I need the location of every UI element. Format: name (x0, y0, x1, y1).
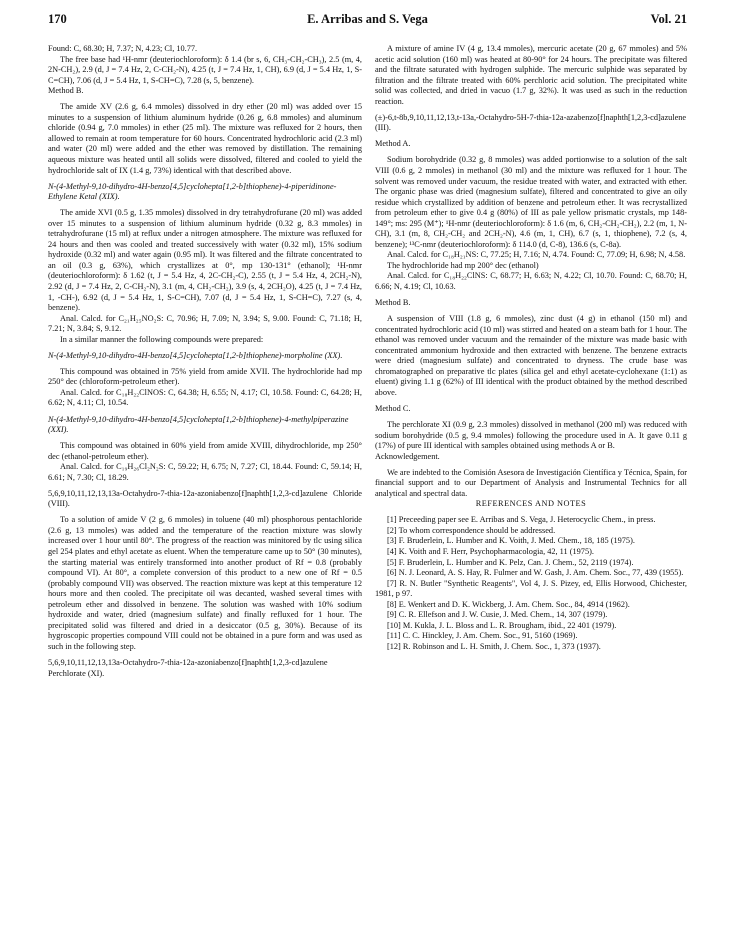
reference-item: [4] K. Voith and F. Herr, Psychopharmacologia, 42, 11 (1975). (387, 547, 594, 557)
paragraph: A suspension of VIII (1.8 g, 6 mmoles), zinc dust (4 g) in ethanol (150 ml) and concentrated hydrochloric acid (10 ml) was stirred and heated on a steam bath for 1 hour. The ethanol was removed under vacuum and the remainder of the mixture was made basic with concentrated ammonium hydroxide and then extracted with benzene. The benzene extracts were dried (magnesium sulfate) and concentrated to dryness. The crude base was chromatographed on preparative tlc plates (silica gel and ethyl acetate-cyclohexane (1:1) as eluent) giving 1.1 g (62%) of III identical with the product obtained by the method described above. (375, 314, 687, 397)
reference-item: [8] E. Wenkert and D. K. Wickberg, J. Am. Chem. Soc., 84, 4914 (1962). (387, 599, 630, 609)
reference-item: [2] To whom correspondence should be addressed. (387, 525, 556, 535)
paragraph: Anal. Calcd. for C₂₁H₂₅NO₂S: C, 70.96; H, 7.09; N, 3.94; S, 9.00. Found: C, 71.18; H, 7.21; N, 3.84; S, 9.12. (48, 313, 362, 334)
section-heading: 5,6,9,10,11,12,13,13a-Octahydro-7-thia-12a-azoniabenzo[f]naphth[1,2,3-cd]azulene Chloride (VIII). (48, 488, 362, 509)
reference-item: [6] N. J. Leonard, A. S. Hay, R. Fulmer and W. Gash, J. Am. Chem. Soc., 77, 439 (1955). (387, 568, 684, 578)
reference-item: [7] R. N. Butler "Synthetic Reagents", Vol 4, J. S. Pizey, ed, Ellis Horwood, Chichester, 1981, p 97. (375, 578, 687, 599)
paragraph: The amide XVI (0.5 g, 1.35 mmoles) dissolved in dry tetrahydrofurane (20 ml) was added over 15 minutes to a suspension of lithium aluminum hydride (0.32 g, 8.3 mmoles) in tetrahydrofurane (15 ml) at reflux under a nitrogen atmosphere. The mixture was refluxed for 24 hours and then was cooled and treated successively with water (0.32 ml), 15% sodium hydroxide (0.32 ml) and water again (0.95 ml). It was filtered and the filtrate concentrated to an oil (0.3 g, 63%), which crystallizes at 0°, mp 130-131° (ethanol); ¹H-nmr (deuteriochloroform): δ 1.62 (t, J = 5.4 Hz, 4, 2C-CH₂-C), 2.55 (t, J = 5.4 Hz, 4, 2CH₂-N), 2.92 (d, J = 7.4 Hz, 2, C-CH₂-N), 3.1 (m, 4, CH₂-CH₂), 3.9 (s, 4, 2CH₂O), 4.25 (t, J = 7.4 Hz, 1, -CH-), 6.92 (d, J = 5.4 Hz, 1, S-C=CH), 7.07 (d, J = 5.4 Hz, 1, S-CH=C), 7.27 (s, 4, benzene). (48, 208, 362, 313)
paragraph: Anal. Calcd. for C₁₉H₂₆Cl₂N₂S: C, 59.22; H, 6.75; N, 7.27; Cl, 18.44. Found: C, 59.14; H, 6.61; N, 7.30; Cl, 18.29. (48, 462, 362, 482)
reference-item: [1] Preceeding paper see E. Arribas and S. Vega, J. Heterocyclic Chem., in press. (387, 515, 656, 525)
section-heading: Method B. (375, 298, 411, 308)
section-heading: Method C. (375, 403, 411, 413)
page-header (48, 12, 687, 34)
section-heading: Method B. (48, 86, 84, 96)
paragraph: This compound was obtained in 75% yield from amide XVII. The hydrochloride had mp 250° dec (chloroform-petroleum ether). (48, 366, 362, 387)
paragraph: Found: C, 68.30; H, 7.37; N, 4.23; Cl, 10.77. (48, 44, 198, 53)
reference-item: [5] F. Bruderlein, L. Humber and K. Pelz, Can. J. Chem., 52, 2119 (1974). (387, 557, 634, 567)
reference-item: [12] R. Robinson and L. H. Smith, J. Chem. Soc., 1, 373 (1937). (387, 641, 601, 651)
section-heading: (±)-6,t-8b,9,10,11,12,13,t-13a,-Octahydro-5H-7-thia-12a-azabenzo[f]naphth[1,2,3-cd]azulene (III). (375, 112, 687, 133)
paragraph: We are indebted to the Comisión Asesora de Investigación Científica y Técnica, Spain, for financial support and to our Department of Analysis and Instrumental Technics for all analytical and spectral data. (375, 467, 687, 498)
paragraph: The perchlorate XI (0.9 g, 2.3 mmoles) dissolved in methanol (200 ml) was reduced with sodium borohydride (0.5 g, 9.4 mmoles) following the procedure used in A. It gave 0.11 g (17%) of pure III identical with samples obtained using methods A or B. (375, 420, 687, 451)
paragraph: The free base had ¹H-nmr (deuteriochloroform): δ 1.4 (br s, 6, CH₃-CH₂-CH₃), 2.5 (m, 4, 2N-CH₂), 2.9 (d, J = 7.4 Hz, 2, C-CH₂-N), 4.25 (t, J = 7.4 Hz, 1, CH), 6.9 (d, J = 5.4 Hz, 1, S-C=CH), 7.06 (d, J = 5.4 Hz, 1, S-CH=C), 7.28 (s, 5, benzene). (48, 54, 362, 85)
volume-label: Vol. 21 (650, 12, 687, 26)
reference-item: [11] C. C. Hinckley, J. Am. Chem. Soc., 91, 5160 (1969). (387, 631, 578, 641)
paragraph: The hydrochloride had mp 200° dec (ethanol) (387, 260, 539, 270)
left-column (48, 44, 362, 679)
reference-item: [3] F. Bruderlein, L. Humber and K. Voith, J. Med. Chem., 18, 185 (1975). (387, 536, 635, 546)
running-head-authors: E. Arribas and S. Vega (307, 12, 428, 26)
section-heading: N-(4-Methyl-9,10-dihydro-4H-benzo[4,5]cyclohepta[1,2-b]thiophene)-4-methylpiperazine (XXI). (48, 414, 349, 435)
section-heading: N-(4-Methyl-9,10-dihydro-4H-benzo[4,5]cyclohepta[1,2-b]thiophene)-morpholine (XX). (48, 350, 343, 360)
section-heading: 5,6,9,10,11,12,13,13a-Octahydro-7-thia-12a-azoniabenzo[f]naphth[1,2,3-cd]azulene Perchlorate (XI). (48, 657, 328, 678)
paragraph: The amide XV (2.6 g, 6.4 mmoles) dissolved in dry ether (20 ml) was added over 15 minutes to a suspension of lithium aluminum hydride (0.26 g, 6.8 mmoles) and aluminum chloride (0.94 g, 7.0 mmoles) in ether (25 ml). The mixture was refluxed for 2 hours, then allowed to remain at room temperature for 60 hours. Concentrated hydrochloric acid (2.3 ml) and water (20 ml) were added and the ether was removed by distillation. The remaining aqueous mixture was heated until all solids were dissolved, filtered and cooled to yield the hydrochloride salt of IX (1.4 g, 73%) identical with that described above. (48, 102, 362, 175)
paragraph: Anal. Calcd. for C₁₈H₂₂ClNOS: C, 64.38; H, 6.55; N, 4.17; Cl, 10.58. Found: C, 64.28; H, 6.62; N, 4.11; Cl, 10.54. (48, 387, 362, 408)
paragraph: Anal. Calcd. for C₁₈H₂₁NS: C, 77.25; H, 7.16; N, 4.74. Found: C, 77.09; H, 6.98; N, 4.58. (387, 250, 686, 260)
reference-item: [10] M. Kukla, J. L. Bloss and L. R. Brougham, ibid., 22 401 (1979). (387, 620, 617, 630)
paragraph: This compound was obtained in 60% yield from amide XVIII, dihydrochloride, mp 250° dec (ethanol-petroleum ether). (48, 441, 362, 461)
right-column (375, 44, 687, 652)
paragraph: A mixture of amine IV (4 g, 13.4 mmoles), mercuric acetate (20 g, 67 mmoles) and 5% acetic acid solution (160 ml) was heated at 80-90° for 24 hours. The precipitate was filtered and the filtrate saturated with hydrogen sulphide. The mercuric sulphide was separated by filtration and the filtrate treated with 60% perchloric acid solution. The precipitated white solid was collected, and dried in vacuo (1.7 g, 32%). It was used as such in the reduction reaction. (375, 44, 687, 106)
references-heading: REFERENCES AND NOTES (475, 499, 587, 509)
section-heading: N-(4-Methyl-9,10-dihydro-4H-benzo[4,5]cyclohepta[1,2-b]thiophene)-4-piperidinone-Ethylene Ketal (XIX). (48, 181, 337, 202)
paragraph: Anal. Calcd. for C₁₈H₂₂ClNS: C, 68.77; H, 6.63; N, 4.22; Cl, 10.70. Found: C, 68.70; H, 6.66; N, 4.19; Cl, 10.63. (375, 271, 687, 291)
paragraph: In a similar manner the following compounds were prepared: (60, 334, 264, 344)
paragraph: Sodium borohydride (0.32 g, 8 mmoles) was added portionwise to a solution of the salt VIII (0.6 g, 2 mmoles) in methanol (30 ml) and the mixture was refluxed for 1 hour. The solvent was removed under vacuum, the residue treated with water, and extracted with ether. The organic phase was dried (magnesium sulfate), filtered and concentrated to give an oily residue which crystallized by addition of benzene and petroleum ether. It was recrystallized from petroleum ether to give 0.4 g (80%) of III as pale yellow prismatic crystals, mp 148-149°; ms: 295 (M⁺); ¹H-nmr (deuteriochloroform): δ 1.6 (m, 6, CH₂-CH₂-CH₂), 2.2 (m, 1, N-CH), 3.1 (m, 8, CH₂-CH₂ and 2CH₂-N), 4.6 (m, 1, CH), 6.7 (s, 1, thiophene), 7.2 (s, 4, benzene); ¹³C-nmr (deuteriochloroform): δ 114.0 (d, C-8), 136.6 (s, C-8a). (375, 155, 687, 249)
page-number: 170 (48, 12, 67, 26)
section-heading: Method A. (375, 139, 411, 149)
reference-item: [9] C. R. Ellefson and J. W. Cusie, J. Med. Chem., 14, 307 (1979). (387, 610, 608, 620)
section-heading: Acknowledgement. (375, 451, 440, 461)
paragraph: To a solution of amide V (2 g, 6 mmoles) in toluene (40 ml) phosphorous pentachloride (2.6 g, 13 mmoles) was added and the temperature of the reaction mixture was slowly increased over 1 hour until 80°. The progress of the reaction was minitored by tlc using silica gel 254 plates and ethyl acetate as eluent. When the temperature came up to 50° (30 minutes), the starting material was entirely transformed into another product of Rf = 0.8 (probably compound VI). At 80°, a complete conversion of this product to a new one of Rf = 0.5 (probably compound VII) was observed. The reaction mixture was kept at this temperature 12 hours more and then cooled. The precipitate oil was decanted, washed several times with petroleum ether and dissolved in benzene. The solution was washed with 10% sodium hydroxide and water, dried (magnesium sulfate) and finally refluxed for 1 hour. The precipitated solid was filtered and dried in a desiccator (0.5 g, 30%). Because of its hygroscopic properties compound VIII could not be obtained in a pure form and was used as such in the following step. (48, 515, 362, 651)
